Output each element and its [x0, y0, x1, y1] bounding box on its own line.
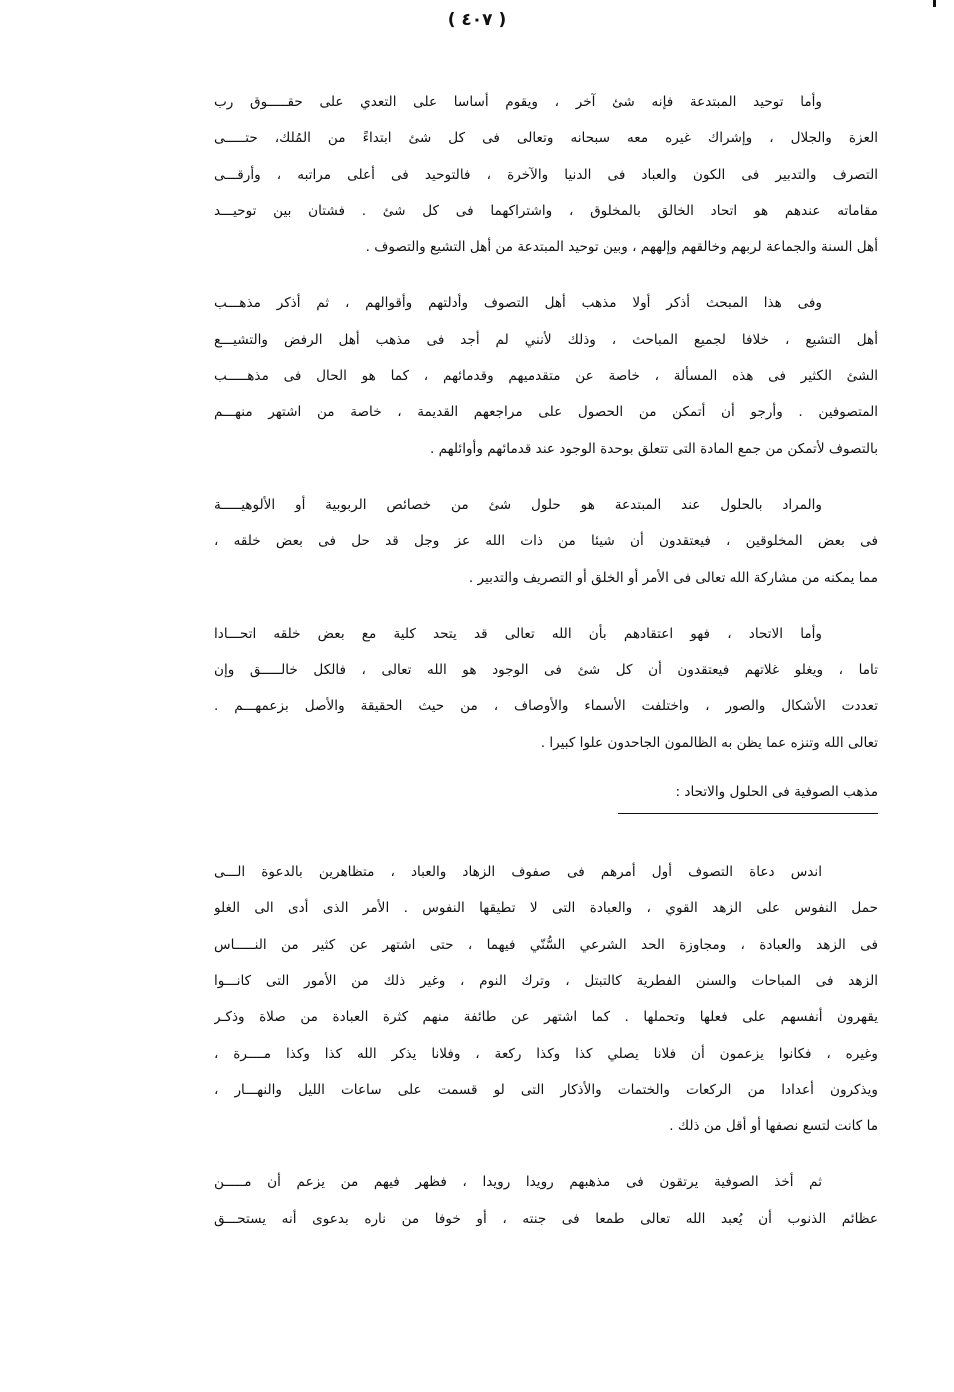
- paragraph-hulul-definition: [214, 487, 878, 596]
- text-line: فى الزهد والعبادة ، ومجاوزة الحد الشرعي السُّنّي فيهما ، حتى اشتهر عن كثير من النـــــاس: [214, 936, 878, 953]
- text-line: الشئ الكثير فى هذه المسألة ، خاصة عن متقدميهم وقدمائهم ، كما هو الحال فى مذهـــــب: [214, 368, 878, 385]
- paragraph-tawhid-mubtadia: [214, 84, 878, 265]
- text-line: مما يمكنه من مشاركة الله تعالى فى الأمر أو الخلق أو التصريف والتدبير .: [468, 569, 878, 586]
- paragraph-sufi-progression: [214, 1164, 878, 1237]
- text-line: تعددت الأشكال والصور ، واختلفت الأسماء والأوصاف ، من حيث الحقيقة والأصل بزعمهـــم .: [214, 698, 878, 715]
- text-line: وفى هذا المبحث أذكر أولا مذهب أهل التصوف وأدلتهم وأقوالهم ، ثم أذكر مذهـــب: [214, 295, 822, 312]
- text-line: فى بعض المخلوقين ، فيعتقدون أن شيئا من ذات الله عز وجل قد حل فى بعض خلقه ،: [214, 533, 878, 550]
- text-line: التصرف والتدبير فى الكون والعباد فى الدنيا والآخرة ، فالتوحيد فى أعلى مراتبه ، وأرقـــى: [214, 166, 878, 183]
- text-line: ويذكرون أعدادا من الركعات والختمات والأذكار التى لو قسمت على ساعات الليل والنهـــار ،: [214, 1081, 878, 1098]
- text-line: وغيره ، فكانوا يزعمون أن فلانا يصلي كذا وكذا ركعة ، وفلانا يذكر الله كذا وكذا مــــرة ،: [214, 1045, 878, 1062]
- text-line: أهل السنة والجماعة لربهم وخالقهم وإلههم ، وبين توحيد المبتدعة من أهل التشيع والتصوف .: [365, 239, 878, 256]
- page-body: [214, 84, 878, 1257]
- text-line: المتصوفين . وأرجو أن أتمكن من الحصول على مراجعهم القديمة ، خاصة من اشتهر منهـــم: [214, 404, 878, 421]
- paragraph-sufi-origins: [214, 854, 878, 1144]
- text-line: والمراد بالحلول عند المبتدعة هو حلول شئ من خصائص الربوبية أو الألوهيـــــة: [214, 496, 822, 513]
- text-line: وأما توحيد المبتدعة فإنه شئ آخر ، ويقوم أساسا على التعدي على حقـــــوق رب: [214, 94, 822, 110]
- text-line: عظائم الذنوب أن يُعبد الله تعالى طمعا فى جنته ، أو خوفا من ناره بدعوى أنه يستحـــق: [214, 1210, 878, 1227]
- text-line: اندس دعاة التصوف أول أمرهم فى صفوف الزهاد والعباد ، متظاهرين بالدعوة الـــى: [214, 864, 822, 881]
- page-number: ( ٤٠٧ ): [447, 10, 507, 30]
- text-line: الزهد فى المباحات والسنن الفطرية كالتبتل ، وترك النوم ، وغير ذلك من الأمور التى كانـــوا: [214, 972, 878, 989]
- paragraph-ittihad-definition: [214, 616, 878, 761]
- text-line: ما كانت لتسع نصفها أو أقل من ذلك .: [669, 1118, 878, 1135]
- paragraph-mabhath-plan: [214, 285, 878, 466]
- text-line: العزة والجلال ، وإشراك غيره معه سبحانه وتعالى فى كل شئ ابتداءً من المُلك، حتـــــى: [214, 130, 878, 147]
- text-line: وأما الاتحاد ، فهو اعتقادهم بأن الله تعالى قد يتحد كلية مع بعض خلقه اتحـــادا: [214, 625, 822, 642]
- text-line: تعالى الله وتنزه عما يظن به الظالمون الجاحدون علوا كبيرا .: [540, 734, 878, 751]
- text-line: يقهرون أنفسهم على فعلها وتحملها . كما اشتهر عن طائفة منهم كثرة العبادة من صلاة وذكـر: [214, 1009, 878, 1026]
- text-line: حمل النفوس على الزهد القوي ، والعبادة التى لا تطيقها النفوس . الأمر الذى أدى الى الغلو: [214, 900, 878, 917]
- text-line: بالتصوف لأتمكن من جمع المادة التى تتعلق بوحدة الوجود عند قدمائهم وأوائلهم .: [429, 440, 878, 457]
- corner-mark: [933, 0, 936, 7]
- section-heading: [214, 781, 878, 814]
- section-heading-text: مذهب الصوفية فى الحلول والاتحاد :: [618, 781, 878, 814]
- text-line: تاما ، ويغلو غلاتهم فيعتقدون أن كل شئ فى الوجود هو الله تعالى ، فالكل خالـــــق وإن: [214, 662, 878, 679]
- text-line: ثم أخذ الصوفية يرتقون فى مذهبهم رويدا رويدا ، فظهر فيهم من يزعم أن مـــــن: [214, 1174, 822, 1191]
- text-line: أهل التشيع ، خلافا لجميع المباحث ، وذلك لأنني لم أجد فى مذهب أهل الرفض والتشيـــع: [214, 331, 878, 348]
- text-line: مقاماته عندهم هو اتحاد الخالق بالمخلوق ، واشتراكهما فى كل شئ . فشتان بين توحيـــد: [214, 202, 878, 219]
